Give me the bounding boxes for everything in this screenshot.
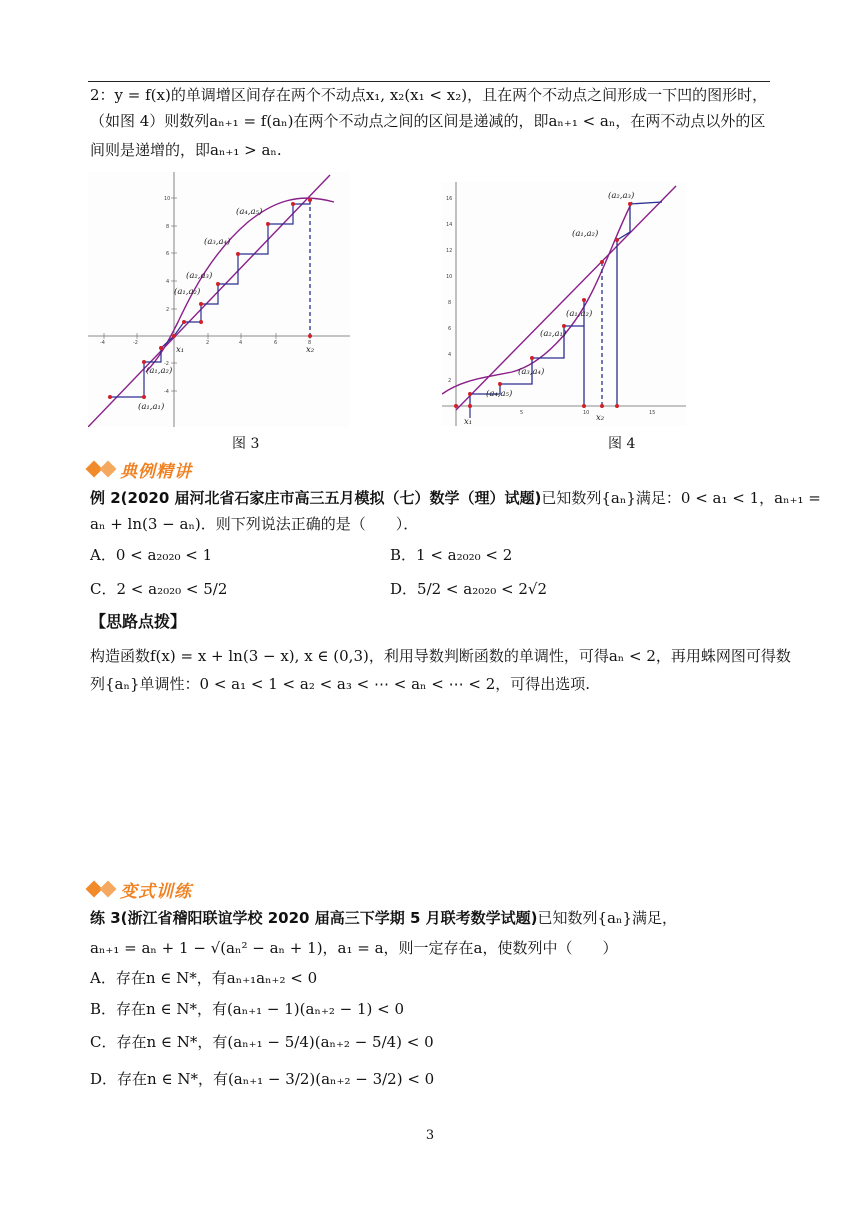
example-2-option-b: B．1 < a₂₀₂₀ < 2 xyxy=(390,546,513,564)
fig4-label: (a₂,a₃) xyxy=(608,191,635,201)
fig3-label: (a₃,a₄) xyxy=(204,237,231,247)
fig3-xtick: -4 xyxy=(100,340,105,346)
example-source: (2020 届河北省石家庄市高三五月模拟（七）数学（理）试题) xyxy=(120,489,542,507)
practice-stem: 已知数列{aₙ}满足， xyxy=(537,909,677,927)
practice-3-option-d: D．存在n ∈ N*，有(aₙ₊₁ − 3/2)(aₙ₊₂ − 3/2) < 0 xyxy=(90,1070,435,1088)
fig4-ytick: 2 xyxy=(448,378,452,384)
diamond-icon xyxy=(100,881,117,898)
example-stem: 已知数列{aₙ}满足：0 < a₁ < 1，aₙ₊₁ = xyxy=(541,489,821,507)
fig3-ytick: 8 xyxy=(166,224,170,230)
fig4-ytick: 10 xyxy=(446,274,453,280)
fig4-ytick: 16 xyxy=(446,196,453,202)
section-heading-practice xyxy=(88,877,192,901)
practice-3-line-2: aₙ₊₁ = aₙ + 1 − √(aₙ² − aₙ + 1)，a₁ = a，则一定存在a，使数列中（ ） xyxy=(90,939,618,957)
fig3-xtick: -2 xyxy=(133,340,138,346)
fig4-label: (a₁,a₂) xyxy=(572,229,599,239)
example-2-line-2: aₙ + ln(3 − aₙ)．则下列说法正确的是（ ）． xyxy=(90,515,419,533)
figure-4-caption: 图 4 xyxy=(608,436,636,452)
fig4-label: (a₃,a₄) xyxy=(518,367,545,377)
fig4-xtick: 10 xyxy=(583,410,590,416)
fig4-label-x1: x₁ xyxy=(464,417,473,426)
practice-3-line-1 xyxy=(90,907,780,929)
fig3-ytick: 6 xyxy=(166,251,170,257)
example-2-option-c: C．2 < a₂₀₂₀ < 5/2 xyxy=(90,580,228,598)
fig3-label-x1: x₁ xyxy=(176,345,185,355)
practice-3-option-a: A．存在n ∈ N*，有aₙ₊₁aₙ₊₂ < 0 xyxy=(90,969,318,987)
hint-line-1: 构造函数f(x) = x + ln(3 − x), x ∈ (0,3)，利用导数判断函数的单调性，可得aₙ < 2，再用蛛网图可得数 xyxy=(90,647,791,665)
fig4-label: (a₂,a₁) xyxy=(540,329,567,339)
figure-3-caption: 图 3 xyxy=(232,436,260,452)
section-title: 典例精讲 xyxy=(120,461,192,482)
fig3-xtick: 2 xyxy=(206,340,210,346)
fig3-xtick: 4 xyxy=(239,340,243,346)
example-2-option-a: A．0 < a₂₀₂₀ < 1 xyxy=(90,546,213,564)
fig3-label-x2: x₂ xyxy=(306,345,315,355)
fig3-label: (a₁,a₂) xyxy=(174,287,201,297)
figure-4 xyxy=(442,182,686,426)
intro-line-2: （如图 4）则数列aₙ₊₁ = f(aₙ)在两个不动点之间的区间是递减的，即aₙ₊₁ < aₙ，在两不动点以外的区 xyxy=(90,112,766,130)
fig3-ytick: 4 xyxy=(166,279,170,285)
practice-3-option-c: C．存在n ∈ N*，有(aₙ₊₁ − 5/4)(aₙ₊₂ − 5/4) < 0 xyxy=(90,1033,434,1051)
example-label: 例 2 xyxy=(90,489,121,507)
example-2-option-d: D．5/2 < a₂₀₂₀ < 2√2 xyxy=(390,580,548,598)
fig3-label: (a₁,a₂) xyxy=(146,366,173,376)
practice-label: 练 3 xyxy=(90,909,121,927)
hint-line-2: 列{aₙ}单调性：0 < a₁ < 1 < a₂ < a₃ < ⋯ < aₙ < ⋯ < 2，可得出选项. xyxy=(90,675,591,693)
fig4-ytick: 14 xyxy=(446,222,453,228)
fig3-label: (a₁,a₁) xyxy=(138,402,165,412)
fig4-ytick: 8 xyxy=(448,300,452,306)
diamond-icon xyxy=(100,461,117,478)
fig4-ytick: 6 xyxy=(448,326,452,332)
intro-line-3: 间则是递增的，即aₙ₊₁ > aₙ. xyxy=(90,141,282,159)
practice-source: (浙江省稽阳联谊学校 2020 届高三下学期 5 月联考数学试题) xyxy=(120,909,538,927)
fig3-ytick: 2 xyxy=(166,307,170,313)
fig4-ytick: 12 xyxy=(446,248,453,254)
fig3-label: (a₄,a₅) xyxy=(236,207,263,217)
header-rule xyxy=(88,81,770,82)
fig3-xtick: 6 xyxy=(274,340,278,346)
fig3-ytick: 10 xyxy=(164,196,171,202)
fig4-label-x2: x₂ xyxy=(596,413,605,423)
fig4-ytick: 4 xyxy=(448,352,452,358)
example-2-line-1 xyxy=(90,487,821,509)
fig3-ytick: -4 xyxy=(164,389,169,395)
fig3-xtick: 8 xyxy=(308,340,312,346)
fig4-label: (a₄,a₅) xyxy=(486,389,513,399)
page-number: 3 xyxy=(425,1128,435,1143)
intro-line-1: 2：y = f(x)的单调增区间存在两个不动点x₁, x₂(x₁ < x₂)，且在两个不动点之间形成一下凹的图形时， xyxy=(90,86,768,104)
section-title: 变式训练 xyxy=(120,881,192,902)
fig4-label: (a₁,a₂) xyxy=(566,309,593,319)
fig4-xtick: 15 xyxy=(649,410,656,416)
hint-title: 【思路点拨】 xyxy=(90,612,187,631)
practice-3-option-b: B．存在n ∈ N*，有(aₙ₊₁ − 1)(aₙ₊₂ − 1) < 0 xyxy=(90,1000,405,1018)
fig3-label: (a₂,a₃) xyxy=(186,271,213,281)
fig3-ytick: -2 xyxy=(164,361,169,367)
fig4-xtick: 5 xyxy=(520,410,524,416)
figure-3 xyxy=(88,172,350,427)
section-heading-examples xyxy=(88,457,192,481)
